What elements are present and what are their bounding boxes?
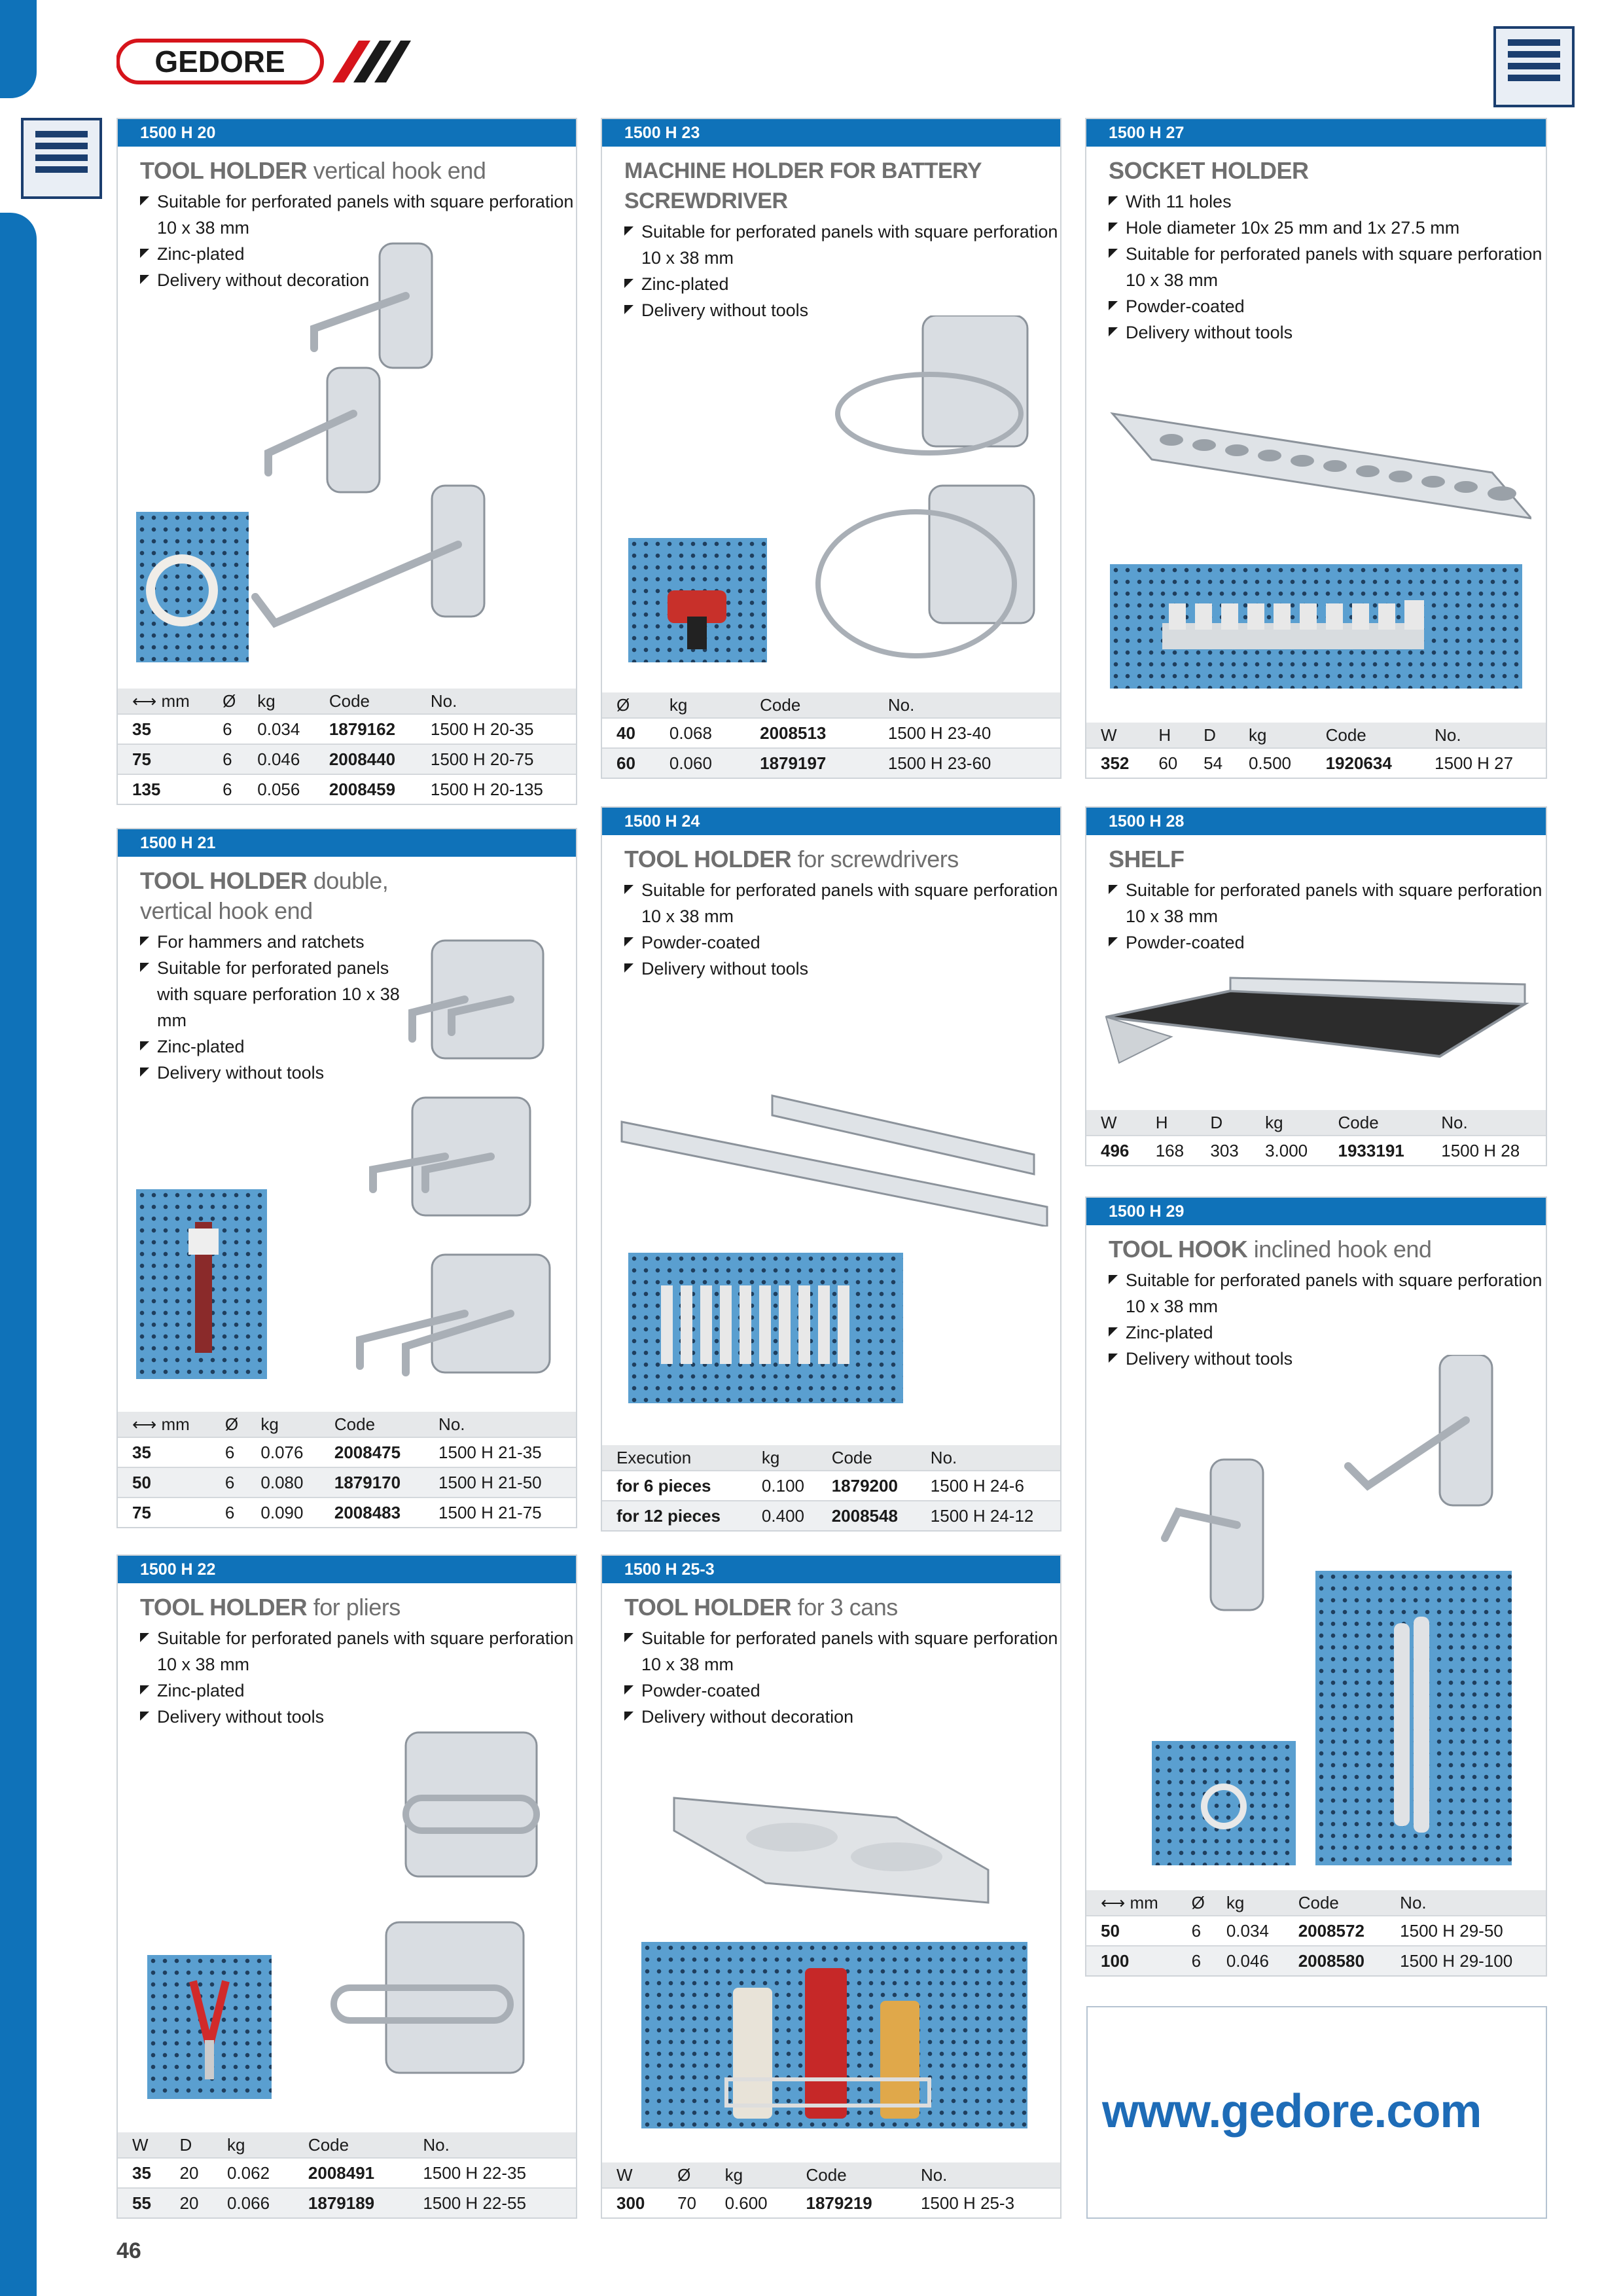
product-code: 1500 H 23: [602, 119, 1060, 147]
product-title: TOOL HOLDER double, vertical hook end: [140, 867, 389, 924]
table-row: 300 70 0.600 1879219 1500 H 25-3: [602, 2188, 1060, 2217]
feature-item: Suitable for perforated panels with square perforation 10 x 38 mm: [140, 955, 415, 1033]
svg-text:GEDORE: GEDORE: [154, 45, 285, 79]
product-title: TOOL HOLDER for 3 cans: [624, 1594, 898, 1621]
product-photo-can-holder: [661, 1765, 1001, 1916]
feature-list: [140, 1625, 576, 1730]
product-photo-shelf: [1099, 965, 1531, 1083]
product-title: TOOL HOLDER vertical hook end: [140, 157, 486, 184]
product-code: 1500 H 20: [118, 119, 576, 147]
table-row: 50 6 0.034 2008572 1500 H 29-50: [1086, 1916, 1546, 1946]
product-title: SHELF: [1109, 846, 1185, 872]
product-card-1500-h-20: [116, 118, 577, 805]
side-tab-top: [0, 0, 37, 98]
feature-item: Suitable for perforated panels with square perforation 10 x 38 mm: [1109, 877, 1546, 929]
arrow-width-icon: ⟷: [132, 1414, 162, 1434]
product-code: 1500 H 25-3: [602, 1556, 1060, 1583]
weight-scale-icon: kg: [669, 694, 688, 715]
feature-item: Delivery without tools: [624, 297, 1060, 323]
feature-item: Powder-coated: [1109, 293, 1546, 319]
product-code: 1500 H 28: [1086, 808, 1546, 835]
table-row: 75 6 0.046 2008440 1500 H 20-75: [118, 744, 576, 774]
table-row: 50 6 0.080 1879170 1500 H 21-50: [118, 1467, 576, 1498]
feature-item: Delivery without tools: [1109, 1346, 1546, 1372]
table-row: 40 0.068 2008513 1500 H 23-40: [602, 718, 1060, 748]
product-card-1500-h-22: [116, 1554, 577, 2219]
product-card-1500-h-27: [1085, 118, 1547, 779]
feature-item: Zinc-plated: [1109, 1319, 1546, 1346]
feature-item: Suitable for perforated panels with square perforation 10 x 38 mm: [1109, 241, 1546, 293]
feature-list: [1109, 877, 1546, 956]
weight-scale-icon: kg: [226, 2134, 245, 2155]
website-link-box[interactable]: [1086, 2006, 1547, 2219]
weight-scale-icon: kg: [257, 691, 276, 711]
feature-item: Zinc-plated: [140, 1033, 415, 1060]
product-card-1500-h-28: [1085, 806, 1547, 1166]
table-row: 135 6 0.056 2008459 1500 H 20-135: [118, 774, 576, 804]
product-card-1500-h-21: [116, 828, 577, 1528]
feature-item: Suitable for perforated panels with square perforation 10 x 38 mm: [140, 1625, 576, 1677]
weight-scale-icon: kg: [1248, 725, 1267, 745]
product-photo-panel: [628, 538, 767, 662]
feature-item: Powder-coated: [1109, 929, 1546, 956]
tool-cabinet-icon: [1493, 26, 1575, 107]
feature-item: Delivery without decoration: [624, 1704, 1060, 1730]
feature-item: Hole diameter 10x 25 mm and 1x 27.5 mm: [1109, 215, 1546, 241]
side-tab-main: [0, 213, 37, 2296]
feature-item: Suitable for perforated panels with square perforation 10 x 38 mm: [624, 219, 1060, 271]
product-photo-panel: [1152, 1741, 1296, 1865]
table-row: for 6 pieces 0.100 1879200 1500 H 24-6: [602, 1471, 1060, 1501]
product-code: 1500 H 24: [602, 808, 1060, 835]
weight-scale-icon: kg: [260, 1414, 279, 1434]
spec-table: Execution kg Code No. for 6 pieces 0.100 1879200 1500 H 24-6 for 12 pieces 0.400 2008548 1500 H 24-12: [602, 1445, 1060, 1530]
feature-item: Suitable for perforated panels with square perforation 10 x 38 mm: [1109, 1267, 1546, 1319]
table-row: 496 168 303 3.000 1933191 1500 H 28: [1086, 1136, 1546, 1165]
feature-item: Suitable for perforated panels with square perforation 10 x 38 mm: [624, 1625, 1060, 1677]
feature-item: Delivery without tools: [1109, 319, 1546, 346]
product-photo-holders: [798, 315, 1047, 669]
product-title: MACHINE HOLDER FOR BATTERY SCREWDRIVER: [624, 158, 982, 213]
feature-list: [624, 1625, 1060, 1730]
product-photo-panel: [1315, 1571, 1512, 1865]
product-photo-holders: [327, 1726, 569, 2079]
product-card-1500-h-29: [1085, 1196, 1547, 1977]
product-photo-panel: [147, 1955, 272, 2099]
feature-item: Powder-coated: [624, 929, 1060, 956]
product-photo-holders: [609, 1056, 1054, 1227]
weight-scale-icon: kg: [761, 1447, 780, 1467]
product-photo-panel: [1110, 564, 1522, 689]
table-row: 60 0.060 1879197 1500 H 23-60: [602, 748, 1060, 778]
feature-item: With 11 holes: [1109, 188, 1546, 215]
feature-item: For hammers and ratchets: [140, 929, 415, 955]
product-photo-hooks: [334, 927, 569, 1379]
product-photo-socket-holder: [1099, 387, 1531, 545]
tool-cabinet-icon: [21, 118, 102, 199]
feature-item: Suitable for perforated panels with square perforation 10 x 38 mm: [140, 188, 576, 241]
page-number: 46: [116, 2238, 141, 2263]
product-photo-hooks: [249, 237, 543, 662]
product-title: SOCKET HOLDER: [1109, 157, 1309, 184]
feature-item: Powder-coated: [624, 1677, 1060, 1704]
feature-item: Zinc-plated: [140, 1677, 576, 1704]
table-row: for 12 pieces 0.400 2008548 1500 H 24-12: [602, 1501, 1060, 1530]
spec-table: W Ø kg Code No. 300 70 0.600 1879219 1500 H 25-3: [602, 2162, 1060, 2217]
table-row: 35 6 0.034 1879162 1500 H 20-35: [118, 714, 576, 744]
feature-item: Zinc-plated: [140, 241, 576, 267]
product-title: TOOL HOOK inclined hook end: [1109, 1236, 1432, 1263]
product-code: 1500 H 29: [1086, 1198, 1546, 1225]
spec-table: Ø kg Code No. 40 0.068 2008513 1500 H 23-40 60 0.060 1879197 1500 H 23-60: [602, 692, 1060, 778]
spec-table: ⟷ mm Ø kg Code No. 50 6 0.034 2008572 1500 H 29-50 100 6 0.046 2008580 1500 H 29-100: [1086, 1890, 1546, 1975]
spec-table: ⟷ mm Ø kg Code No. 35 6 0.076 2008475 1500 H 21-35 50 6 0.080 1879170 1500 H 21-50 75 6 0.090 2008483 1500 H 21-75: [118, 1412, 576, 1527]
weight-scale-icon: kg: [1226, 1892, 1245, 1912]
product-photo-panel: [136, 512, 249, 662]
product-code: 1500 H 22: [118, 1556, 576, 1583]
arrow-width-icon: ⟷: [1101, 1892, 1130, 1912]
product-photo-panel: [136, 1189, 267, 1379]
gedore-logo: [116, 38, 411, 85]
feature-list: [624, 877, 1060, 982]
product-code: 1500 H 21: [118, 829, 576, 857]
feature-item: Suitable for perforated panels with square perforation 10 x 38 mm: [624, 877, 1060, 929]
product-title: TOOL HOLDER for pliers: [140, 1594, 401, 1621]
weight-scale-icon: kg: [724, 2164, 743, 2185]
arrow-width-icon: ⟷: [132, 691, 162, 711]
table-row: 55 20 0.066 1879189 1500 H 22-55: [118, 2188, 576, 2217]
product-card-1500-h-24: [601, 806, 1061, 1532]
table-row: 35 6 0.076 2008475 1500 H 21-35: [118, 1437, 576, 1467]
spec-table: ⟷ mm Ø kg Code No. 35 6 0.034 1879162 1500 H 20-35 75 6 0.046 2008440 1500 H 20-75 135 6 0.056 2008459 1500 H 20-135: [118, 689, 576, 804]
product-card-1500-h-23: [601, 118, 1061, 779]
feature-item: Delivery without tools: [140, 1060, 415, 1086]
spec-table: W H D kg Code No. 352 60 54 0.500 1920634 1500 H 27: [1086, 723, 1546, 778]
product-card-1500-h-25-3: [601, 1554, 1061, 2219]
spec-table: W D kg Code No. 35 20 0.062 2008491 1500 H 22-35 55 20 0.066 1879189 1500 H 22-55: [118, 2132, 576, 2217]
product-photo-panel: [641, 1942, 1027, 2128]
table-row: 352 60 54 0.500 1920634 1500 H 27: [1086, 748, 1546, 778]
feature-list: [624, 219, 1060, 323]
table-row: 100 6 0.046 2008580 1500 H 29-100: [1086, 1946, 1546, 1975]
table-row: 35 20 0.062 2008491 1500 H 22-35: [118, 2158, 576, 2188]
feature-item: Zinc-plated: [624, 271, 1060, 297]
weight-scale-icon: kg: [1265, 1112, 1283, 1132]
feature-list: [1109, 188, 1546, 346]
product-title: TOOL HOLDER for screwdrivers: [624, 846, 959, 872]
feature-item: Delivery without tools: [140, 1704, 576, 1730]
product-code: 1500 H 27: [1086, 119, 1546, 147]
spec-table: W H D kg Code No. 496 168 303 3.000 1933191 1500 H 28: [1086, 1110, 1546, 1165]
product-photo-panel: [628, 1253, 903, 1403]
table-row: 75 6 0.090 2008483 1500 H 21-75: [118, 1498, 576, 1527]
feature-item: Delivery without tools: [624, 956, 1060, 982]
feature-item: Delivery without decoration: [140, 267, 576, 293]
website-link[interactable]: www.gedore.com: [1102, 2085, 1482, 2138]
